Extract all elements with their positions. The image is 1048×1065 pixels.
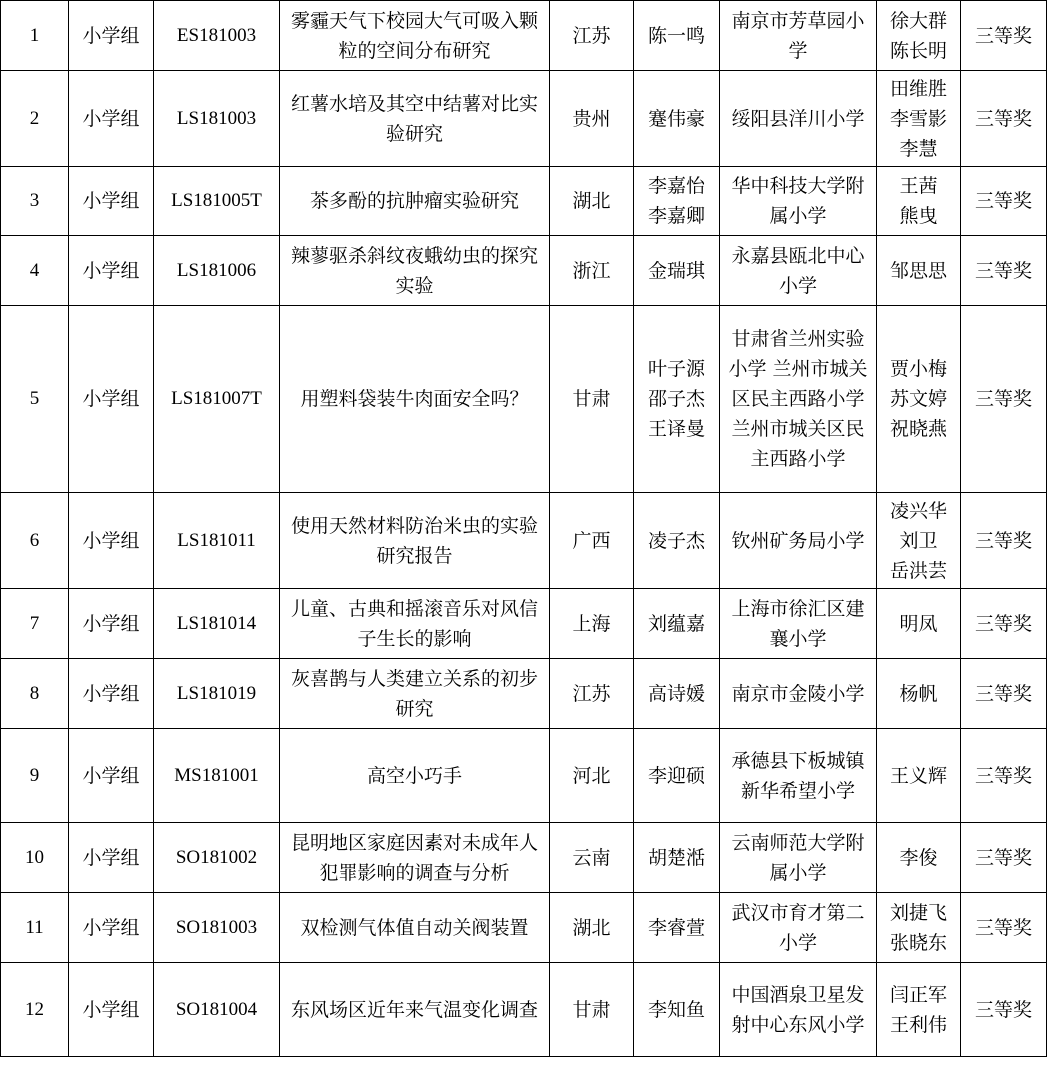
cell-project-code: ES181003 (154, 1, 280, 71)
table-row (1, 963, 1047, 1057)
cell-author: 蹇伟豪 (634, 71, 720, 167)
cell-project-title: 茶多酚的抗肿瘤实验研究 (280, 167, 550, 236)
cell-award: 三等奖 (961, 729, 1047, 823)
table-row (1, 893, 1047, 963)
table-row (1, 71, 1047, 167)
cell-province: 甘肃 (550, 306, 634, 493)
cell-number: 9 (1, 729, 69, 823)
cell-school: 上海市徐汇区建襄小学 (720, 589, 877, 659)
cell-number: 10 (1, 823, 69, 893)
cell-group: 小学组 (69, 659, 154, 729)
cell-number: 12 (1, 963, 69, 1057)
cell-author: 陈一鸣 (634, 1, 720, 71)
cell-group: 小学组 (69, 893, 154, 963)
cell-group: 小学组 (69, 589, 154, 659)
cell-school: 中国酒泉卫星发射中心东风小学 (720, 963, 877, 1057)
cell-author: 李迎硕 (634, 729, 720, 823)
cell-group: 小学组 (69, 236, 154, 306)
cell-number: 4 (1, 236, 69, 306)
cell-school: 云南师范大学附属小学 (720, 823, 877, 893)
table-row (1, 823, 1047, 893)
cell-teacher: 明凤 (877, 589, 961, 659)
cell-teacher: 凌兴华 刘卫 岳洪芸 (877, 493, 961, 589)
cell-project-title: 使用天然材料防治米虫的实验研究报告 (280, 493, 550, 589)
cell-number: 7 (1, 589, 69, 659)
cell-project-code: SO181003 (154, 893, 280, 963)
cell-award: 三等奖 (961, 493, 1047, 589)
cell-project-code: LS181014 (154, 589, 280, 659)
cell-group: 小学组 (69, 963, 154, 1057)
cell-project-title: 用塑料袋装牛肉面安全吗？ (280, 306, 550, 493)
cell-group: 小学组 (69, 71, 154, 167)
cell-province: 湖北 (550, 167, 634, 236)
cell-province: 河北 (550, 729, 634, 823)
cell-project-code: MS181001 (154, 729, 280, 823)
table-row (1, 306, 1047, 493)
cell-project-title: 红薯水培及其空中结薯对比实验研究 (280, 71, 550, 167)
cell-author: 李睿萱 (634, 893, 720, 963)
cell-number: 2 (1, 71, 69, 167)
cell-province: 江苏 (550, 659, 634, 729)
cell-project-code: LS181011 (154, 493, 280, 589)
cell-award: 三等奖 (961, 167, 1047, 236)
cell-award: 三等奖 (961, 659, 1047, 729)
table-row (1, 1, 1047, 71)
table-row (1, 493, 1047, 589)
table-body (1, 1, 1047, 1057)
cell-project-code: SO181002 (154, 823, 280, 893)
cell-number: 1 (1, 1, 69, 71)
table-row (1, 729, 1047, 823)
cell-teacher: 杨帆 (877, 659, 961, 729)
cell-project-title: 高空小巧手 (280, 729, 550, 823)
cell-group: 小学组 (69, 493, 154, 589)
cell-teacher: 贾小梅 苏文婷 祝晓燕 (877, 306, 961, 493)
cell-number: 8 (1, 659, 69, 729)
cell-project-title: 灰喜鹊与人类建立关系的初步研究 (280, 659, 550, 729)
cell-author: 刘蕴嘉 (634, 589, 720, 659)
cell-teacher: 邹思思 (877, 236, 961, 306)
cell-project-title: 双检测气体值自动关阀装置 (280, 893, 550, 963)
cell-project-code: LS181007T (154, 306, 280, 493)
table-row (1, 167, 1047, 236)
table-row (1, 589, 1047, 659)
cell-award: 三等奖 (961, 823, 1047, 893)
cell-teacher: 王义辉 (877, 729, 961, 823)
cell-award: 三等奖 (961, 1, 1047, 71)
cell-teacher: 田维胜 李雪影 李慧 (877, 71, 961, 167)
cell-project-title: 雾霾天气下校园大气可吸入颗粒的空间分布研究 (280, 1, 550, 71)
cell-author: 叶子源 邵子杰 王译曼 (634, 306, 720, 493)
cell-number: 6 (1, 493, 69, 589)
cell-project-code: SO181004 (154, 963, 280, 1057)
cell-award: 三等奖 (961, 589, 1047, 659)
cell-award: 三等奖 (961, 893, 1047, 963)
cell-school: 南京市金陵小学 (720, 659, 877, 729)
cell-province: 上海 (550, 589, 634, 659)
cell-teacher: 王茜 熊曳 (877, 167, 961, 236)
cell-project-title: 辣蓼驱杀斜纹夜蛾幼虫的探究实验 (280, 236, 550, 306)
cell-teacher: 闫正军 王利伟 (877, 963, 961, 1057)
cell-author: 胡楚湉 (634, 823, 720, 893)
cell-project-title: 昆明地区家庭因素对未成年人犯罪影响的调查与分析 (280, 823, 550, 893)
cell-author: 李知鱼 (634, 963, 720, 1057)
cell-author: 高诗媛 (634, 659, 720, 729)
cell-school: 承德县下板城镇新华希望小学 (720, 729, 877, 823)
cell-school: 华中科技大学附属小学 (720, 167, 877, 236)
cell-project-title: 儿童、古典和摇滚音乐对风信子生长的影响 (280, 589, 550, 659)
cell-award: 三等奖 (961, 71, 1047, 167)
cell-author: 金瑞琪 (634, 236, 720, 306)
cell-province: 广西 (550, 493, 634, 589)
cell-province: 湖北 (550, 893, 634, 963)
cell-province: 贵州 (550, 71, 634, 167)
cell-group: 小学组 (69, 306, 154, 493)
table-row (1, 659, 1047, 729)
cell-author: 李嘉怡 李嘉卿 (634, 167, 720, 236)
cell-school: 南京市芳草园小学 (720, 1, 877, 71)
cell-project-code: LS181006 (154, 236, 280, 306)
cell-province: 江苏 (550, 1, 634, 71)
cell-award: 三等奖 (961, 963, 1047, 1057)
cell-award: 三等奖 (961, 306, 1047, 493)
cell-project-title: 东风场区近年来气温变化调查 (280, 963, 550, 1057)
cell-group: 小学组 (69, 167, 154, 236)
cell-author: 凌子杰 (634, 493, 720, 589)
cell-award: 三等奖 (961, 236, 1047, 306)
cell-province: 云南 (550, 823, 634, 893)
cell-number: 3 (1, 167, 69, 236)
cell-school: 武汉市育才第二小学 (720, 893, 877, 963)
cell-school: 永嘉县瓯北中心小学 (720, 236, 877, 306)
cell-number: 11 (1, 893, 69, 963)
cell-project-code: LS181019 (154, 659, 280, 729)
cell-teacher: 刘捷飞 张晓东 (877, 893, 961, 963)
table-row (1, 236, 1047, 306)
cell-group: 小学组 (69, 1, 154, 71)
cell-school: 甘肃省兰州实验小学 兰州市城关区民主西路小学 兰州市城关区民主西路小学 (720, 306, 877, 493)
cell-school: 钦州矿务局小学 (720, 493, 877, 589)
cell-project-code: LS181003 (154, 71, 280, 167)
cell-number: 5 (1, 306, 69, 493)
cell-group: 小学组 (69, 729, 154, 823)
cell-province: 浙江 (550, 236, 634, 306)
cell-teacher: 李俊 (877, 823, 961, 893)
cell-school: 绥阳县洋川小学 (720, 71, 877, 167)
cell-group: 小学组 (69, 823, 154, 893)
cell-province: 甘肃 (550, 963, 634, 1057)
cell-teacher: 徐大群 陈长明 (877, 1, 961, 71)
cell-project-code: LS181005T (154, 167, 280, 236)
